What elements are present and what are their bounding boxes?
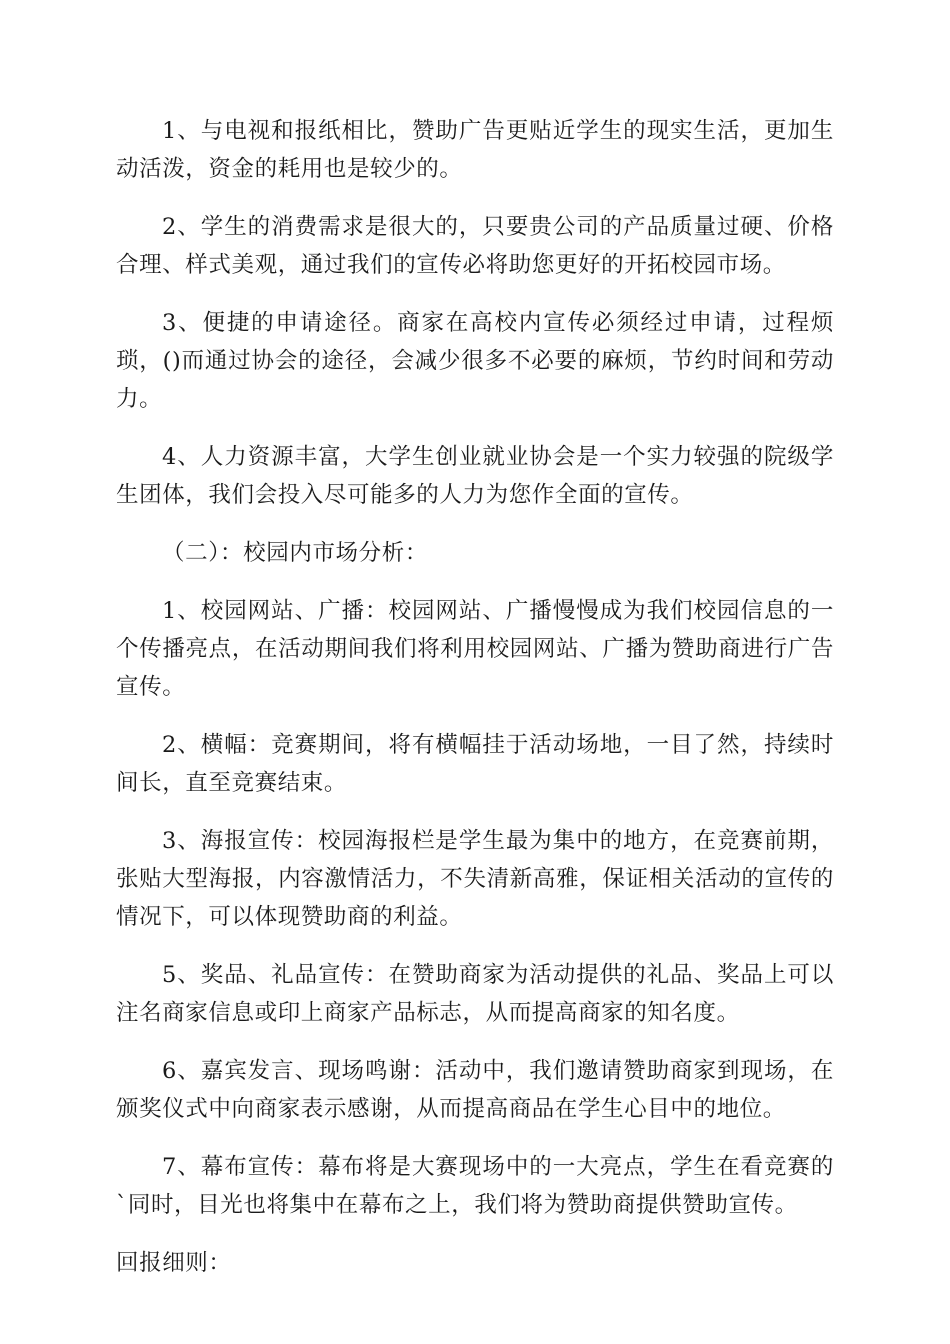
- paragraph-campus-website: 1、校园网站、广播：校园网站、广播慢慢成为我们校园信息的一个传播亮点，在活动期间我们将利用校园网站、广播为赞助商进行广告宣传。: [116, 598, 834, 700]
- paragraph-poster: 3、海报宣传：校园海报栏是学生最为集中的地方，在竞赛前期，张贴大型海报，内容激情活力，不失清新高雅，保证相关活动的宣传的情况下，可以体现赞助商的利益。: [116, 828, 834, 930]
- paragraph-prizes: 5、奖品、礼品宣传：在赞助商家为活动提供的礼品、奖品上可以注名商家信息或印上商家产品标志，从而提高商家的知名度。: [116, 962, 834, 1026]
- paragraph-guest-speech: 6、嘉宾发言、现场鸣谢：活动中，我们邀请赞助商家到现场，在颁奖仪式中向商家表示感谢，从而提高商品在学生心目中的地位。: [116, 1058, 834, 1122]
- paragraph-curtain: 7、幕布宣传：幕布将是大赛现场中的一大亮点，学生在看竞赛的`同时，目光也将集中在幕布之上，我们将为赞助商提供赞助宣传。: [116, 1154, 834, 1218]
- paragraph-advantage-2: 2、学生的消费需求是很大的，只要贵公司的产品质量过硬、价格合理、样式美观，通过我们的宣传必将助您更好的开拓校园市场。: [116, 214, 834, 278]
- heading-return-details: 回报细则：: [116, 1250, 232, 1276]
- paragraph-advantage-1: 1、与电视和报纸相比，赞助广告更贴近学生的现实生活，更加生动活泼，资金的耗用也是较少的。: [116, 118, 834, 182]
- section-heading-market-analysis: （二）：校园内市场分析：: [162, 540, 428, 566]
- paragraph-advantage-4: 4、人力资源丰富，大学生创业就业协会是一个实力较强的院级学生团体，我们会投入尽可能多的人力为您作全面的宣传。: [116, 444, 834, 508]
- document-body: [116, 112, 834, 1302]
- paragraph-banner: 2、横幅：竞赛期间，将有横幅挂于活动场地，一目了然，持续时间长，直至竞赛结束。: [116, 732, 834, 796]
- paragraph-advantage-3: 3、便捷的申请途径。商家在高校内宣传必须经过申请，过程烦琐，()而通过协会的途径，会减少很多不必要的麻烦，节约时间和劳动力。: [116, 310, 834, 412]
